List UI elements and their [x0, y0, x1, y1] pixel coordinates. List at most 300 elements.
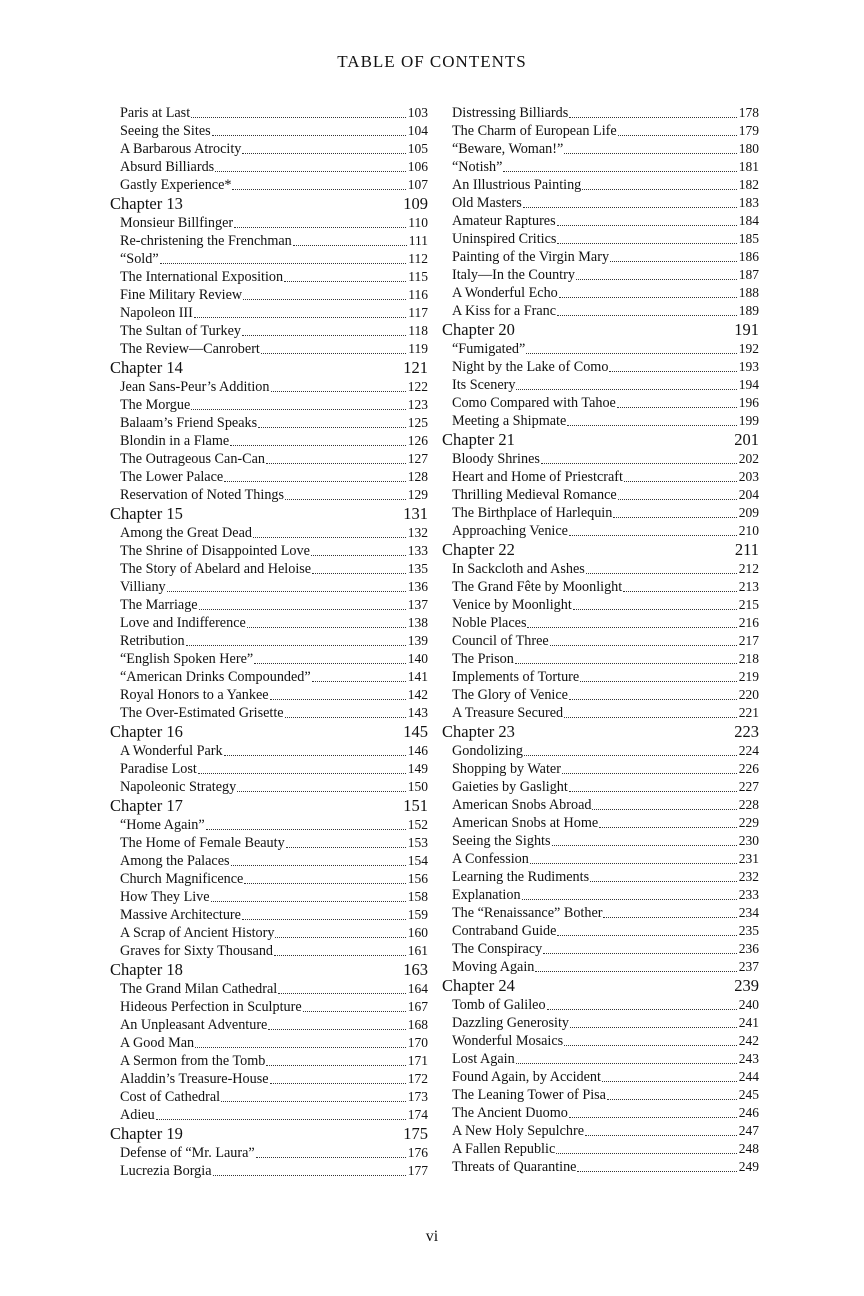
toc-entry[interactable]: [442, 1158, 759, 1176]
entry-page-number: 240: [738, 997, 759, 1012]
toc-entry[interactable]: [110, 1144, 428, 1162]
entry-title: A Good Man: [120, 1035, 195, 1051]
entry-title: The Glory of Venice: [452, 687, 568, 703]
entry-title: Distressing Billiards: [452, 105, 569, 121]
dot-leader: [523, 207, 737, 208]
toc-entry[interactable]: [442, 1050, 759, 1068]
toc-entry[interactable]: [110, 158, 428, 176]
dot-leader: [160, 263, 407, 264]
dot-leader: [526, 353, 736, 354]
toc-entry[interactable]: [110, 286, 428, 304]
chapter-heading[interactable]: [442, 430, 759, 450]
entry-page-number: 242: [738, 1033, 759, 1048]
dot-leader: [557, 935, 736, 936]
toc-entry[interactable]: [110, 304, 428, 322]
toc-entry[interactable]: [442, 922, 759, 940]
chapter-title: Chapter 20: [442, 320, 515, 339]
dot-leader: [312, 573, 406, 574]
dot-leader: [535, 971, 736, 972]
entry-title: “Notish”: [452, 159, 503, 175]
entry-page-number: 176: [407, 1145, 428, 1160]
chapter-page-number: 223: [734, 722, 759, 741]
entry-page-number: 229: [738, 815, 759, 830]
toc-entry[interactable]: [442, 796, 759, 814]
toc-entry[interactable]: [442, 760, 759, 778]
entry-page-number: 234: [738, 905, 759, 920]
toc-entry[interactable]: [110, 816, 428, 834]
chapter-heading[interactable]: [110, 194, 428, 214]
toc-entry[interactable]: [442, 940, 759, 958]
dot-leader: [516, 1063, 737, 1064]
toc-entry[interactable]: [442, 1014, 759, 1032]
toc-entry[interactable]: [110, 742, 428, 760]
entry-page-number: 243: [738, 1051, 759, 1066]
entry-title: Seeing the Sites: [120, 123, 211, 139]
toc-entry[interactable]: [110, 1016, 428, 1034]
dot-leader: [275, 937, 405, 938]
entry-page-number: 179: [738, 123, 759, 138]
entry-page-number: 218: [738, 651, 759, 666]
toc-entry[interactable]: [110, 486, 428, 504]
toc-right-column: [442, 104, 759, 1176]
chapter-page-number: 145: [403, 722, 428, 741]
toc-entry[interactable]: [110, 852, 428, 870]
entry-title: The Prison: [452, 651, 514, 667]
toc-entry[interactable]: [110, 414, 428, 432]
entry-title: Heart and Home of Priestcraft: [452, 469, 623, 485]
dot-leader: [569, 1117, 737, 1118]
entry-title: Absurd Billiards: [120, 159, 215, 175]
entry-page-number: 237: [738, 959, 759, 974]
entry-page-number: 227: [738, 779, 759, 794]
entry-page-number: 129: [407, 487, 428, 502]
entry-page-number: 209: [738, 505, 759, 520]
entry-title: An Unpleasant Adventure: [120, 1017, 268, 1033]
chapter-heading[interactable]: [110, 960, 428, 980]
entry-title: The “Renaissance” Bother: [452, 905, 603, 921]
dot-leader: [206, 829, 406, 830]
chapter-heading[interactable]: [110, 722, 428, 742]
dot-leader: [254, 663, 406, 664]
toc-entry[interactable]: [110, 1070, 428, 1088]
entry-page-number: 224: [738, 743, 759, 758]
entry-page-number: 202: [738, 451, 759, 466]
dot-leader: [242, 335, 406, 336]
dot-leader: [285, 717, 406, 718]
dot-leader: [562, 773, 737, 774]
entry-title: A Fallen Republic: [452, 1141, 556, 1157]
toc-entry[interactable]: [110, 760, 428, 778]
toc-entry[interactable]: [110, 980, 428, 998]
toc-entry[interactable]: [110, 1088, 428, 1106]
entry-title: Como Compared with Tahoe: [452, 395, 616, 411]
dot-leader: [224, 755, 406, 756]
toc-entry[interactable]: [110, 596, 428, 614]
dot-leader: [586, 573, 737, 574]
entry-title: The Review—Canrobert: [120, 341, 260, 357]
dot-leader: [557, 225, 737, 226]
toc-entry[interactable]: [110, 924, 428, 942]
entry-page-number: 122: [407, 379, 428, 394]
chapter-title: Chapter 18: [110, 960, 183, 979]
toc-entry[interactable]: [442, 650, 759, 668]
toc-entry[interactable]: [110, 432, 428, 450]
dot-leader: [274, 955, 406, 956]
toc-entry[interactable]: [110, 614, 428, 632]
dot-leader: [243, 299, 406, 300]
entry-title: An Illustrious Painting: [452, 177, 582, 193]
entry-title: A New Holy Sepulchre: [452, 1123, 584, 1139]
entry-title: Aladdin’s Treasure-House: [120, 1071, 269, 1087]
dot-leader: [609, 371, 736, 372]
chapter-page-number: 163: [403, 960, 428, 979]
entry-page-number: 219: [738, 669, 759, 684]
toc-entry[interactable]: [110, 998, 428, 1016]
toc-entry[interactable]: [110, 704, 428, 722]
entry-title: A Treasure Secured: [452, 705, 564, 721]
page-title: TABLE OF CONTENTS: [337, 52, 527, 71]
entry-page-number: 107: [407, 177, 428, 192]
entry-title: “English Spoken Here”: [120, 651, 254, 667]
toc-entry[interactable]: [110, 232, 428, 250]
chapter-heading[interactable]: [442, 976, 759, 996]
entry-title: American Snobs at Home: [452, 815, 599, 831]
dot-leader: [613, 517, 736, 518]
entry-title: Italy—In the Country: [452, 267, 575, 283]
entry-title: Thrilling Medieval Romance: [452, 487, 617, 503]
entry-page-number: 194: [738, 377, 759, 392]
chapter-heading[interactable]: [110, 504, 428, 524]
toc-entry[interactable]: [442, 104, 759, 122]
entry-page-number: 184: [738, 213, 759, 228]
dot-leader: [270, 1083, 406, 1084]
entry-title: Reservation of Noted Things: [120, 487, 285, 503]
chapter-heading[interactable]: [110, 796, 428, 816]
dot-leader: [585, 1135, 737, 1136]
chapter-heading[interactable]: [442, 722, 759, 742]
entry-title: A Wonderful Park: [120, 743, 223, 759]
entry-page-number: 199: [738, 413, 759, 428]
dot-leader: [253, 537, 406, 538]
toc-entry[interactable]: [442, 248, 759, 266]
toc-entry[interactable]: [442, 668, 759, 686]
toc-entry[interactable]: [110, 176, 428, 194]
toc-entry[interactable]: [442, 1104, 759, 1122]
toc-entry[interactable]: [442, 596, 759, 614]
toc-entry[interactable]: [442, 412, 759, 430]
dot-leader: [557, 315, 737, 316]
entry-title: Defense of “Mr. Laura”: [120, 1145, 255, 1161]
chapter-page-number: 239: [734, 976, 759, 995]
toc-entry[interactable]: [110, 1162, 428, 1180]
toc-entry[interactable]: [110, 396, 428, 414]
chapter-title: Chapter 15: [110, 504, 183, 523]
entry-page-number: 111: [408, 233, 428, 248]
entry-page-number: 216: [738, 615, 759, 630]
entry-title: Implements of Torture: [452, 669, 580, 685]
chapter-heading[interactable]: [442, 540, 759, 560]
dot-leader: [247, 627, 406, 628]
entry-title: Found Again, by Accident: [452, 1069, 601, 1085]
toc-entry[interactable]: [442, 1122, 759, 1140]
toc-entry[interactable]: [442, 632, 759, 650]
chapter-page-number: 191: [734, 320, 759, 339]
entry-page-number: 171: [407, 1053, 428, 1068]
entry-page-number: 168: [407, 1017, 428, 1032]
entry-page-number: 181: [738, 159, 759, 174]
chapter-page-number: 131: [403, 504, 428, 523]
entry-title: The Story of Abelard and Heloise: [120, 561, 312, 577]
entry-title: A Barbarous Atrocity: [120, 141, 242, 157]
dot-leader: [211, 901, 406, 902]
entry-page-number: 248: [738, 1141, 759, 1156]
toc-entry[interactable]: [442, 266, 759, 284]
dot-leader: [271, 391, 406, 392]
dot-leader: [285, 499, 406, 500]
chapter-page-number: 201: [734, 430, 759, 449]
toc-entry[interactable]: [110, 468, 428, 486]
chapter-heading[interactable]: [110, 358, 428, 378]
toc-entry[interactable]: [442, 468, 759, 486]
toc-entry[interactable]: [442, 850, 759, 868]
toc-entry[interactable]: [442, 578, 759, 596]
entry-page-number: 183: [738, 195, 759, 210]
dot-leader: [564, 1045, 737, 1046]
entry-title: Massive Architecture: [120, 907, 241, 923]
toc-entry[interactable]: [110, 560, 428, 578]
dot-leader: [624, 481, 737, 482]
toc-entry[interactable]: [442, 778, 759, 796]
toc-entry[interactable]: [442, 486, 759, 504]
toc-entry[interactable]: [110, 542, 428, 560]
chapter-heading[interactable]: [110, 1124, 428, 1144]
dot-leader: [556, 1153, 737, 1154]
entry-page-number: 128: [407, 469, 428, 484]
toc-entry[interactable]: [442, 212, 759, 230]
toc-entry[interactable]: [442, 686, 759, 704]
entry-page-number: 104: [407, 123, 428, 138]
toc-entry[interactable]: [442, 904, 759, 922]
chapter-title: Chapter 22: [442, 540, 515, 559]
entry-page-number: 150: [407, 779, 428, 794]
toc-entry[interactable]: [442, 176, 759, 194]
dot-leader: [284, 281, 406, 282]
entry-title: Re-christening the Frenchman: [120, 233, 292, 249]
toc-entry[interactable]: [442, 614, 759, 632]
toc-entry[interactable]: [110, 268, 428, 286]
toc-entry[interactable]: [442, 868, 759, 886]
dot-leader: [503, 171, 736, 172]
dot-leader: [547, 1009, 737, 1010]
entry-page-number: 135: [407, 561, 428, 576]
dot-leader: [530, 863, 737, 864]
toc-entry[interactable]: [442, 158, 759, 176]
toc-entry[interactable]: [110, 450, 428, 468]
dot-leader: [224, 481, 406, 482]
entry-page-number: 103: [407, 105, 428, 120]
entry-page-number: 152: [407, 817, 428, 832]
entry-title: Lucrezia Borgia: [120, 1163, 212, 1179]
entry-title: How They Live: [120, 889, 210, 905]
dot-leader: [559, 297, 737, 298]
dot-leader: [191, 409, 405, 410]
toc-entry[interactable]: [110, 340, 428, 358]
entry-title: Old Masters: [452, 195, 522, 211]
entry-page-number: 116: [408, 287, 428, 302]
entry-page-number: 247: [738, 1123, 759, 1138]
dot-leader: [198, 773, 406, 774]
chapter-title: Chapter 24: [442, 976, 515, 995]
dot-leader: [573, 609, 737, 610]
toc-entry[interactable]: [442, 230, 759, 248]
toc-entry[interactable]: [110, 668, 428, 686]
toc-entry[interactable]: [442, 450, 759, 468]
toc-entry[interactable]: [442, 1140, 759, 1158]
entry-title: A Scrap of Ancient History: [120, 925, 275, 941]
toc-entry[interactable]: [110, 140, 428, 158]
entry-page-number: 186: [738, 249, 759, 264]
toc-entry[interactable]: [110, 888, 428, 906]
toc-entry[interactable]: [442, 832, 759, 850]
entry-title: Graves for Sixty Thousand: [120, 943, 274, 959]
toc-entry[interactable]: [110, 686, 428, 704]
entry-page-number: 215: [738, 597, 759, 612]
toc-entry[interactable]: [110, 1106, 428, 1124]
entry-title: Dazzling Generosity: [452, 1015, 570, 1031]
entry-title: The Conspiracy: [452, 941, 543, 957]
toc-entry[interactable]: [442, 194, 759, 212]
toc-entry[interactable]: [442, 140, 759, 158]
toc-entry[interactable]: [110, 870, 428, 888]
toc-entry[interactable]: [110, 1052, 428, 1070]
entry-title: The International Exposition: [120, 269, 284, 285]
entry-title: Paradise Lost: [120, 761, 197, 777]
toc-entry[interactable]: [442, 814, 759, 832]
page-number: vi: [425, 1228, 439, 1245]
toc-entry[interactable]: [110, 906, 428, 924]
toc-entry[interactable]: [110, 524, 428, 542]
dot-leader: [610, 261, 737, 262]
entry-title: Approaching Venice: [452, 523, 568, 539]
entry-title: The Morgue: [120, 397, 191, 413]
entry-title: The Marriage: [120, 597, 198, 613]
dot-leader: [516, 389, 736, 390]
entry-page-number: 126: [407, 433, 428, 448]
dot-leader: [268, 1029, 405, 1030]
toc-entry[interactable]: [442, 284, 759, 302]
toc-entry[interactable]: [110, 378, 428, 396]
entry-title: Seeing the Sights: [452, 833, 551, 849]
dot-leader: [231, 865, 406, 866]
toc-entry[interactable]: [110, 632, 428, 650]
entry-title: Meeting a Shipmate: [452, 413, 567, 429]
dot-leader: [270, 699, 406, 700]
entry-page-number: 125: [407, 415, 428, 430]
dot-leader: [230, 445, 406, 446]
entry-title: Its Scenery: [452, 377, 516, 393]
entry-title: Gastly Experience*: [120, 177, 232, 193]
entry-page-number: 189: [738, 303, 759, 318]
toc-entry[interactable]: [442, 340, 759, 358]
toc-entry[interactable]: [442, 122, 759, 140]
toc-entry[interactable]: [442, 560, 759, 578]
entry-page-number: 142: [407, 687, 428, 702]
toc-entry[interactable]: [110, 250, 428, 268]
dot-leader: [215, 171, 406, 172]
toc-entry[interactable]: [442, 958, 759, 976]
entry-page-number: 153: [407, 835, 428, 850]
entry-page-number: 226: [738, 761, 759, 776]
entry-page-number: 245: [738, 1087, 759, 1102]
dot-leader: [580, 681, 737, 682]
dot-leader: [524, 755, 737, 756]
toc-entry[interactable]: [442, 1086, 759, 1104]
toc-entry[interactable]: [442, 1068, 759, 1086]
entry-page-number: 196: [738, 395, 759, 410]
toc-entry[interactable]: [110, 322, 428, 340]
dot-leader: [311, 555, 406, 556]
toc-entry[interactable]: [442, 886, 759, 904]
dot-leader: [515, 663, 737, 664]
toc-entry[interactable]: [110, 942, 428, 960]
toc-entry[interactable]: [442, 358, 759, 376]
dot-leader: [618, 135, 737, 136]
dot-leader: [570, 1027, 737, 1028]
toc-entry[interactable]: [110, 834, 428, 852]
toc-entry[interactable]: [442, 742, 759, 760]
entry-title: Lost Again: [452, 1051, 515, 1067]
toc-entry[interactable]: [110, 214, 428, 232]
toc-entry[interactable]: [110, 104, 428, 122]
toc-entry[interactable]: [442, 302, 759, 320]
entry-title: Napoleonic Strategy: [120, 779, 237, 795]
dot-leader: [167, 591, 406, 592]
dot-leader: [592, 809, 736, 810]
toc-entry[interactable]: [110, 778, 428, 796]
toc-entry[interactable]: [442, 704, 759, 722]
toc-entry[interactable]: [110, 650, 428, 668]
toc-entry[interactable]: [442, 1032, 759, 1050]
dot-leader: [232, 189, 405, 190]
toc-entry[interactable]: [110, 1034, 428, 1052]
entry-title: Hideous Perfection in Sculpture: [120, 999, 302, 1015]
toc-entry[interactable]: [442, 996, 759, 1014]
entry-page-number: 160: [407, 925, 428, 940]
toc-entry[interactable]: [442, 504, 759, 522]
entry-page-number: 177: [407, 1163, 428, 1178]
entry-title: The Ancient Duomo: [452, 1105, 568, 1121]
chapter-heading[interactable]: [442, 320, 759, 340]
entry-title: “Sold”: [120, 251, 159, 267]
entry-page-number: 141: [407, 669, 428, 684]
entry-page-number: 149: [407, 761, 428, 776]
dot-leader: [564, 153, 736, 154]
entry-title: Love and Indifference: [120, 615, 246, 631]
toc-entry[interactable]: [442, 394, 759, 412]
dot-leader: [550, 645, 737, 646]
entry-title: Wonderful Mosaics: [452, 1033, 564, 1049]
dot-leader: [212, 135, 406, 136]
toc-entry[interactable]: [110, 578, 428, 596]
chapter-page-number: 175: [403, 1124, 428, 1143]
toc-entry[interactable]: [442, 522, 759, 540]
entry-title: Balaam’s Friend Speaks: [120, 415, 258, 431]
toc-entry[interactable]: [442, 376, 759, 394]
toc-entry[interactable]: [110, 122, 428, 140]
entry-title: Monsieur Billfinger: [120, 215, 234, 231]
dot-leader: [199, 609, 406, 610]
entry-title: The Shrine of Disappointed Love: [120, 543, 310, 559]
